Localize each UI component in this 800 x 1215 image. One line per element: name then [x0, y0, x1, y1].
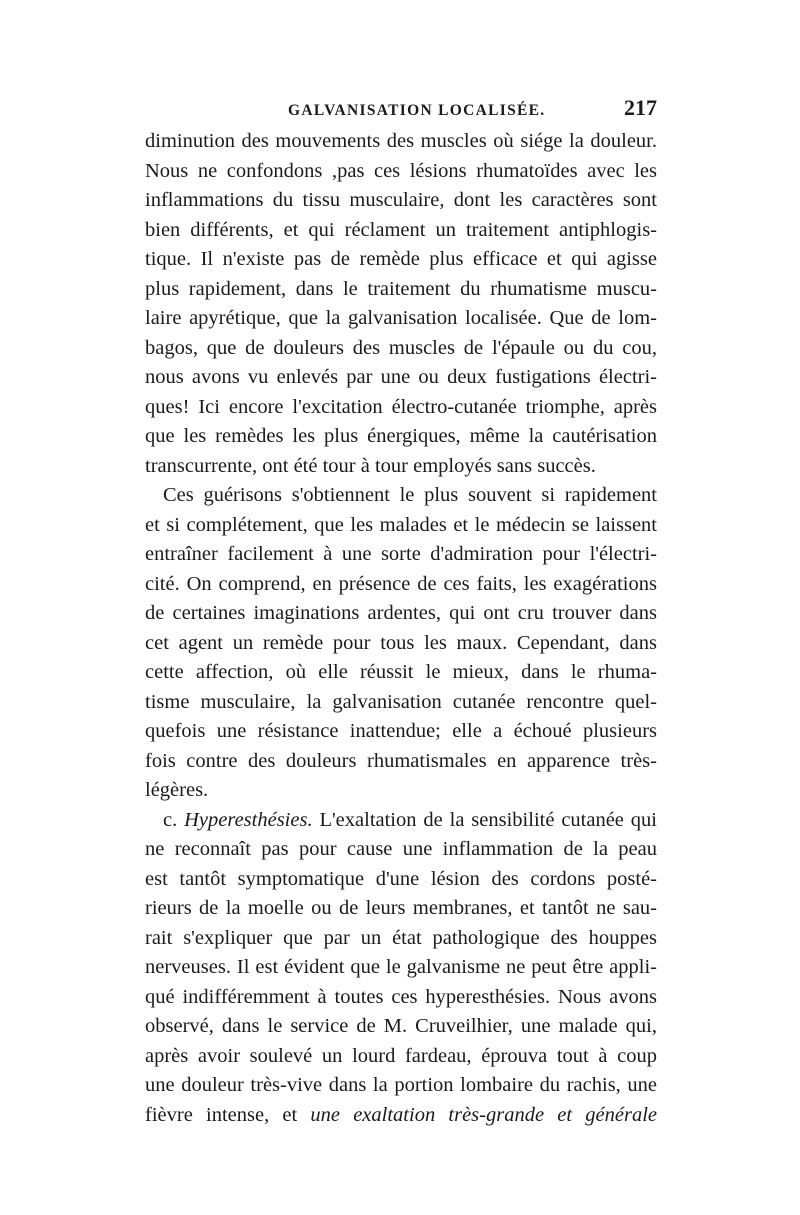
- section-title: Hyperesthésies.: [184, 808, 313, 831]
- text-line: nous avons vu enlevés par une ou deux fustigations électri-: [145, 366, 657, 388]
- text-line: tique. Il n'existe pas de remède plus efficace et qui agisse: [145, 248, 657, 270]
- text-line: qué indifféremment à toutes ces hyperesthésies. Nous avons: [145, 985, 657, 1008]
- text-line: après avoir soulevé un lourd fardeau, éprouva tout à coup: [145, 1044, 657, 1067]
- text-line: plus rapidement, dans le traitement du rhumatisme muscu-: [145, 277, 657, 300]
- page-number: 217: [624, 95, 657, 120]
- text-line: que les remèdes les plus énergiques, même la cautérisation: [145, 425, 657, 447]
- line-roman: fièvre intense, et: [145, 1103, 311, 1126]
- text-line: quefois une résistance inattendue; elle a échoué plusieurs: [145, 720, 657, 742]
- section-label: c.: [163, 808, 185, 831]
- text-line: cet agent un remède pour tous les maux. Cependant, dans: [145, 631, 657, 654]
- text-line: ques! Ici encore l'excitation électro-cutanée triomphe, après: [145, 395, 657, 418]
- text-line: légères.: [145, 779, 209, 801]
- text-line: fois contre des douleurs rhumatismales en apparence très-: [145, 749, 657, 772]
- line-italic: une exaltation très-grande et générale: [310, 1103, 657, 1126]
- text-line: Ces guérisons s'obtiennent le plus souvent si rapidement: [163, 484, 657, 506]
- running-title: GALVANISATION LOCALISÉE.: [288, 102, 546, 119]
- running-head: [145, 96, 657, 126]
- text-line: une douleur très-vive dans la portion lombaire du rachis, une: [145, 1074, 657, 1096]
- text-line: Nous ne confondons ,pas ces lésions rhumatoïdes avec les: [145, 159, 657, 182]
- text-line: nerveuses. Il est évident que le galvanisme ne peut être appli-: [145, 956, 657, 978]
- text-line: de certaines imaginations ardentes, qui ont cru trouver dans: [145, 602, 657, 624]
- text-line: et si complétement, que les malades et le médecin se laissent: [145, 513, 657, 536]
- text-line: ne reconnaît pas pour cause une inflammation de la peau: [145, 838, 657, 860]
- text-line: bagos, que de douleurs des muscles de l'épaule ou du cou,: [145, 336, 657, 359]
- text-line: rait s'expliquer que par un état pathologique des houppes: [145, 926, 657, 949]
- text-line: entraîner facilement à une sorte d'admiration pour l'électri-: [145, 543, 657, 565]
- text-line: tisme musculaire, la galvanisation cutanée rencontre quel-: [145, 690, 657, 713]
- text-line: rieurs de la moelle ou de leurs membranes, et tantôt ne sau-: [145, 897, 657, 919]
- text-line: [145, 1101, 657, 1131]
- text-line: laire apyrétique, que la galvanisation localisée. Que de lom-: [145, 307, 657, 329]
- text-line: cette affection, où elle réussit le mieux, dans le rhuma-: [145, 661, 657, 683]
- section-heading-line: [145, 806, 657, 836]
- text-line: observé, dans le service de M. Cruveilhier, une malade qui,: [145, 1015, 657, 1037]
- text-line: transcurrente, ont été tour à tour employés sans succès.: [145, 454, 596, 477]
- text-line: cité. On comprend, en présence de ces faits, les exagérations: [145, 572, 657, 595]
- body-text: [145, 127, 657, 1130]
- text-line: est tantôt symptomatique d'une lésion des cordons posté-: [145, 867, 657, 890]
- text-line: diminution des mouvements des muscles où siége la douleur.: [145, 130, 657, 152]
- text-line: bien différents, et qui réclament un traitement antiphlogis-: [145, 218, 657, 241]
- text-line: inflammations du tissu musculaire, dont les caractères sont: [145, 189, 657, 211]
- section-text: L'exaltation de la sensibilité cutanée qui: [312, 808, 657, 831]
